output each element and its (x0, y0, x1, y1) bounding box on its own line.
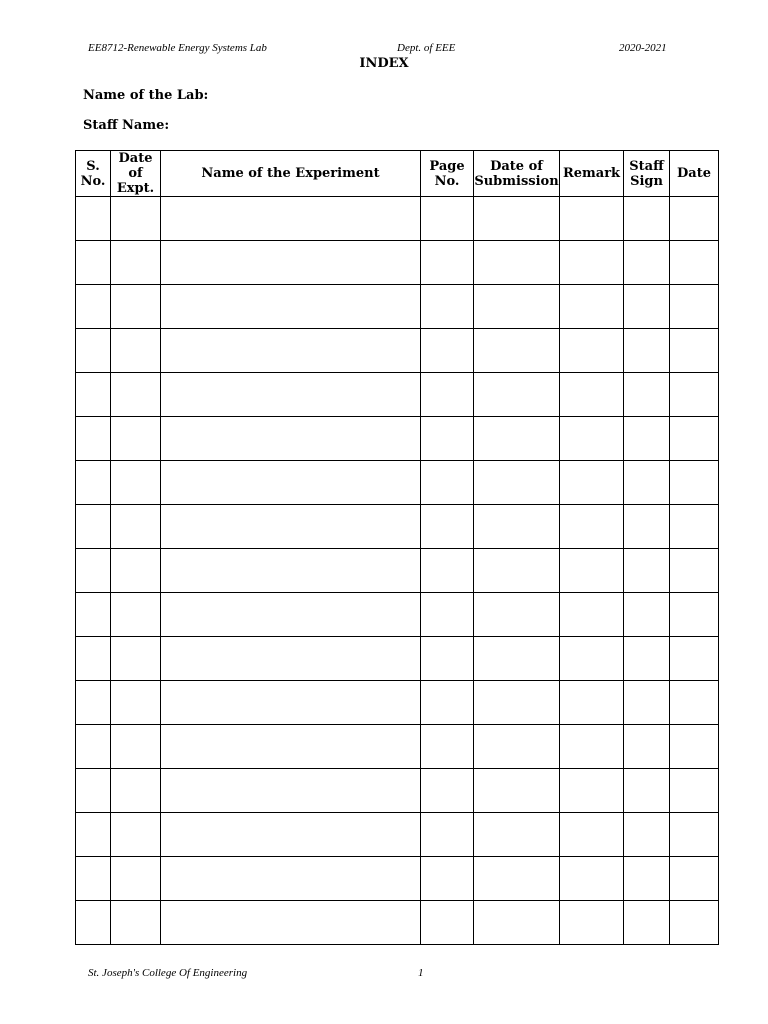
table-cell (670, 549, 719, 593)
table-cell (560, 901, 624, 945)
header-sno: S. No. (76, 151, 111, 197)
table-cell (624, 285, 670, 329)
table-cell (421, 901, 474, 945)
table-row (76, 593, 719, 637)
table-cell (421, 505, 474, 549)
table-cell (474, 329, 560, 373)
table-cell (670, 417, 719, 461)
table-cell (111, 637, 161, 681)
table-cell (560, 857, 624, 901)
table-cell (624, 241, 670, 285)
header-remark: Remark (560, 151, 624, 197)
table-cell (111, 241, 161, 285)
header-experiment-name: Name of the Experiment (161, 151, 421, 197)
table-cell (76, 637, 111, 681)
table-row (76, 901, 719, 945)
table-cell (76, 549, 111, 593)
table-cell (421, 637, 474, 681)
table-cell (670, 197, 719, 241)
table-cell (161, 813, 421, 857)
table-cell (624, 549, 670, 593)
table-cell (624, 461, 670, 505)
table-cell (76, 417, 111, 461)
table-cell (111, 285, 161, 329)
footer-page-number: 1 (418, 967, 424, 979)
table-cell (421, 549, 474, 593)
table-cell (474, 285, 560, 329)
table-cell (560, 373, 624, 417)
table-row (76, 769, 719, 813)
table-cell (670, 901, 719, 945)
table-cell (421, 197, 474, 241)
header-course: EE8712-Renewable Energy Systems Lab (88, 42, 267, 54)
staff-name-label: Staff Name: (83, 118, 170, 133)
table-cell (474, 593, 560, 637)
table-cell (161, 285, 421, 329)
index-table (75, 150, 719, 945)
table-cell (111, 681, 161, 725)
table-cell (421, 461, 474, 505)
table-cell (560, 329, 624, 373)
table-cell (670, 241, 719, 285)
table-cell (560, 725, 624, 769)
table-cell (560, 813, 624, 857)
table-cell (421, 373, 474, 417)
table-cell (624, 637, 670, 681)
table-cell (474, 769, 560, 813)
footer-college: St. Joseph's College Of Engineering (88, 967, 248, 979)
table-cell (474, 901, 560, 945)
table-cell (161, 681, 421, 725)
table-cell (670, 813, 719, 857)
table-cell (76, 285, 111, 329)
table-cell (111, 857, 161, 901)
table-cell (560, 505, 624, 549)
header-year: 2020-2021 (619, 42, 667, 54)
table-cell (76, 901, 111, 945)
table-cell (111, 593, 161, 637)
table-cell (111, 197, 161, 241)
table-cell (474, 549, 560, 593)
table-row (76, 417, 719, 461)
table-cell (560, 461, 624, 505)
table-cell (670, 593, 719, 637)
table-cell (421, 285, 474, 329)
table-cell (670, 769, 719, 813)
table-cell (76, 593, 111, 637)
table-cell (624, 857, 670, 901)
header-date-of-submission: Date of Submission (474, 151, 560, 197)
table-cell (670, 505, 719, 549)
table-cell (624, 329, 670, 373)
table-cell (161, 329, 421, 373)
header-department: Dept. of EEE (397, 42, 456, 54)
table-cell (76, 857, 111, 901)
table-cell (560, 197, 624, 241)
table-cell (161, 769, 421, 813)
table-cell (474, 197, 560, 241)
header-date-of-expt: Date of Expt. (111, 151, 161, 197)
table-cell (670, 681, 719, 725)
table-cell (76, 681, 111, 725)
table-cell (624, 681, 670, 725)
table-cell (560, 637, 624, 681)
table-cell (670, 329, 719, 373)
table-cell (670, 285, 719, 329)
table-cell (161, 637, 421, 681)
table-row (76, 197, 719, 241)
table-cell (76, 505, 111, 549)
table-row (76, 241, 719, 285)
table-cell (76, 373, 111, 417)
table-cell (111, 813, 161, 857)
header-date: Date (670, 151, 719, 197)
table-cell (111, 725, 161, 769)
table-cell (560, 769, 624, 813)
table-cell (421, 857, 474, 901)
table-cell (421, 769, 474, 813)
table-cell (111, 769, 161, 813)
table-cell (474, 461, 560, 505)
table-cell (421, 681, 474, 725)
table-cell (76, 813, 111, 857)
table-cell (421, 593, 474, 637)
table-cell (670, 857, 719, 901)
table-cell (111, 461, 161, 505)
table-cell (474, 637, 560, 681)
table-cell (474, 725, 560, 769)
table-cell (76, 197, 111, 241)
table-cell (670, 373, 719, 417)
page-title: INDEX (359, 56, 409, 71)
table-row (76, 329, 719, 373)
table-cell (670, 725, 719, 769)
table-cell (421, 813, 474, 857)
table-cell (474, 505, 560, 549)
table-cell (474, 417, 560, 461)
table-cell (624, 505, 670, 549)
table-cell (161, 505, 421, 549)
table-cell (421, 241, 474, 285)
header-staff-sign: Staff Sign (624, 151, 670, 197)
table-cell (76, 461, 111, 505)
table-cell (111, 417, 161, 461)
table-cell (624, 769, 670, 813)
table-cell (474, 857, 560, 901)
table-cell (624, 197, 670, 241)
table-cell (474, 681, 560, 725)
table-cell (161, 725, 421, 769)
table-cell (161, 461, 421, 505)
table-cell (474, 813, 560, 857)
table-cell (560, 285, 624, 329)
table-cell (421, 417, 474, 461)
table-row (76, 461, 719, 505)
table-cell (670, 637, 719, 681)
table-cell (161, 373, 421, 417)
table-cell (111, 505, 161, 549)
table-cell (560, 681, 624, 725)
header-page-no: Page No. (421, 151, 474, 197)
table-row (76, 725, 719, 769)
table-cell (111, 373, 161, 417)
table-cell (624, 813, 670, 857)
table-row (76, 681, 719, 725)
table-cell (560, 549, 624, 593)
table-cell (111, 901, 161, 945)
table-cell (161, 197, 421, 241)
table-cell (670, 461, 719, 505)
table-cell (624, 593, 670, 637)
table-row (76, 637, 719, 681)
table-cell (474, 373, 560, 417)
table-cell (111, 329, 161, 373)
table-cell (624, 417, 670, 461)
table-cell (161, 417, 421, 461)
table-cell (161, 549, 421, 593)
table-row (76, 857, 719, 901)
table-row (76, 285, 719, 329)
table-cell (76, 725, 111, 769)
table-cell (421, 725, 474, 769)
table-row (76, 505, 719, 549)
table-cell (560, 593, 624, 637)
table-cell (560, 417, 624, 461)
table-cell (624, 901, 670, 945)
table-cell (560, 241, 624, 285)
table-row (76, 373, 719, 417)
lab-name-label: Name of the Lab: (83, 88, 209, 103)
table-cell (624, 373, 670, 417)
table-row (76, 813, 719, 857)
table-cell (76, 241, 111, 285)
table-cell (474, 241, 560, 285)
table-cell (76, 769, 111, 813)
table-cell (161, 857, 421, 901)
table-cell (161, 901, 421, 945)
table-cell (624, 725, 670, 769)
table-cell (111, 549, 161, 593)
table-cell (161, 593, 421, 637)
table-cell (76, 329, 111, 373)
table-row (76, 549, 719, 593)
table-header-row (76, 151, 719, 197)
table-cell (421, 329, 474, 373)
table-cell (161, 241, 421, 285)
table-body (76, 197, 719, 945)
